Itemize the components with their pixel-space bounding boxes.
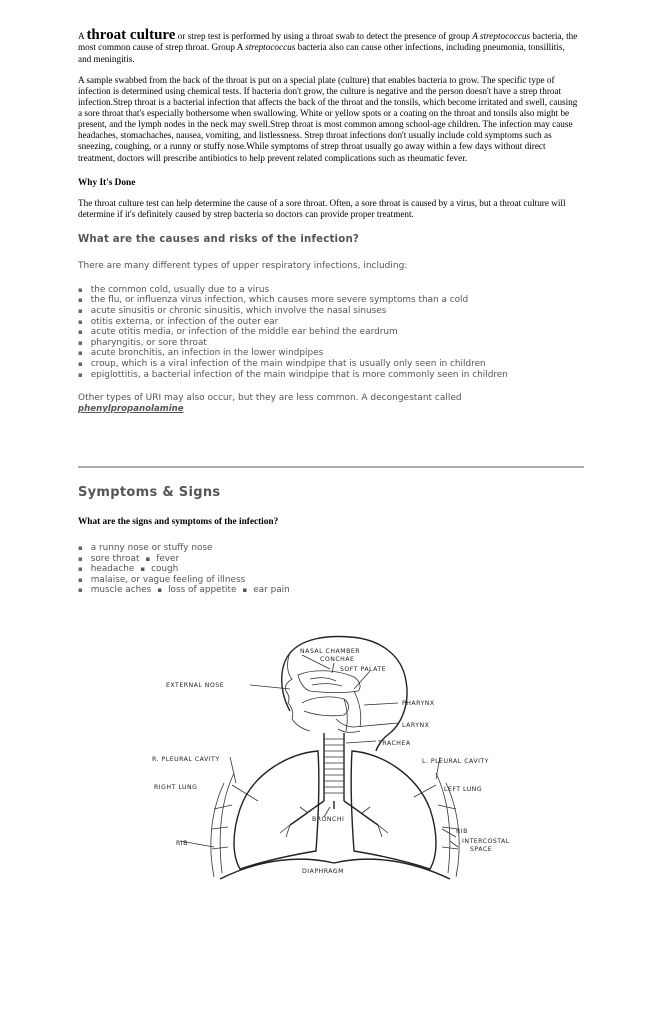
list-item-text: epiglottitis, a bacterial infection of the main windpipe that is more commonly seen in children — [90, 369, 508, 380]
left-lung — [351, 751, 436, 869]
article-body — [78, 27, 578, 414]
bullet-icon: ▪ — [242, 586, 248, 595]
intro-italic-2: streptococcus — [245, 42, 296, 53]
bullet-icon: ▪ — [78, 338, 83, 347]
bullet-icon: ▪ — [78, 575, 83, 584]
causes-heading: What are the causes and risks of the infection? — [78, 233, 360, 245]
intro-text-1: or strep test is performed by using a throat swab to detect the presence of group — [175, 31, 473, 41]
label-pharynx: PHARYNX — [402, 700, 435, 707]
label-l-pleural-cavity: L. PLEURAL CAVITY — [422, 758, 489, 765]
symptom-text: sore throat — [90, 553, 140, 564]
list-item — [78, 564, 290, 575]
label-left-lung: LEFT LUNG — [444, 786, 483, 793]
intro-text-3: bacteria also can cause other infections, including pneumonia, tonsillitis, and meningitis. — [78, 42, 565, 64]
label-bronchi: BRONCHI — [312, 816, 345, 823]
list-item — [78, 306, 578, 317]
list-item-text: acute bronchitis, an infection in the lower windpipes — [90, 348, 324, 359]
intro-italic-1: A streptococcus — [472, 31, 531, 41]
bullet-icon: ▪ — [78, 285, 83, 294]
label-trachea: TRACHEA — [378, 740, 411, 747]
symptom-text: headache — [90, 564, 135, 575]
list-item-text: pharyngitis, or sore throat — [90, 337, 207, 348]
bullet-icon: ▪ — [78, 317, 83, 326]
symptom-text: muscle aches — [90, 585, 152, 596]
bullet-icon: ▪ — [78, 359, 83, 368]
bullet-icon: ▪ — [78, 307, 83, 316]
symptom-text: cough — [151, 564, 179, 575]
label-rib-left: RIB — [176, 840, 188, 847]
list-item — [78, 317, 578, 328]
lead-letter: A — [78, 31, 85, 41]
tongue — [302, 697, 349, 716]
label-diaphragm: DIAPHRAGM — [302, 868, 345, 875]
list-item-text: the flu, or influenza virus infection, which causes more severe symptoms than a cold — [90, 295, 469, 306]
list-item — [78, 543, 290, 554]
causes-intro: There are many different types of upper respiratory infections, including: — [78, 260, 408, 271]
label-rib-right: RIB — [456, 828, 468, 835]
label-r-pleural-cavity: R. PLEURAL CAVITY — [152, 756, 220, 763]
list-item-text: acute sinusitis or chronic sinusitis, which involve the nasal sinuses — [90, 306, 387, 317]
list-item — [78, 554, 290, 565]
other-uri-paragraph — [78, 393, 578, 414]
bullet-icon: ▪ — [145, 554, 151, 563]
nasal-cavity — [298, 671, 360, 693]
symptom-text: malaise, or vague feeling of illness — [90, 574, 246, 585]
intro-paragraph — [78, 27, 578, 65]
symptom-text: loss of appetite — [168, 585, 237, 596]
symptom-text: fever — [156, 553, 180, 564]
list-item — [78, 327, 578, 338]
bullet-icon: ▪ — [140, 565, 146, 574]
trachea-tube — [324, 733, 344, 801]
label-larynx: LARYNX — [402, 722, 430, 729]
pharynx-tube — [344, 691, 361, 731]
list-item-text: the common cold, usually due to a virus — [90, 284, 270, 295]
list-item — [78, 338, 578, 349]
respiratory-system-diagram — [140, 633, 530, 888]
label-conchae: CONCHAE — [320, 656, 355, 663]
label-intercostal: INTERCOSTAL — [462, 838, 510, 845]
bullet-icon: ▪ — [157, 586, 163, 595]
list-item — [78, 575, 290, 586]
symptoms-list — [78, 543, 290, 596]
symptoms-heading: Symptoms & Signs — [78, 485, 221, 500]
list-item — [78, 348, 578, 359]
bullet-icon: ▪ — [78, 370, 83, 379]
bullet-icon: ▪ — [78, 328, 83, 337]
list-item-text: otitis externa, or infection of the outer ear — [90, 316, 279, 327]
sample-paragraph: A sample swabbed from the back of the throat is put on a special plate (culture) that enables bacteria to grow. The specific type of infection is determined using chemical tests. If bacteria don't grow, the culture is negative and the person doesn't have a strep throat infection.Strep throat is a bacterial infection that affects the back of the throat and the tonsils, which become irritated and swell, causing a sore throat that's especially bothersome when swallowing. White or yellow spots or a coating on the throat and tonsils also might be present, and the lymph nodes in the neck may swell.Strep throat is most common among school-age children. The infection may cause headaches, stomachaches, nausea, vomiting, and listlessness. Strep throat infections don't usually include cold symptoms such as sneezing, coughing, or a runny or stuffy nose.While symptoms of strep throat usually go away within a few days without direct treatment, doctors will prescribe antibiotics to help prevent related complications such as rheumatic fever. — [78, 74, 578, 163]
label-intercostal-space: SPACE — [470, 846, 493, 853]
lead-term: throat culture — [86, 27, 176, 43]
section-divider — [78, 466, 584, 468]
trachea-rings — [324, 739, 344, 793]
intro-text-2: bacteria, the most common cause of strep throat. Group A — [78, 31, 578, 53]
label-external-nose: EXTERNAL NOSE — [166, 682, 225, 689]
label-nasal-chamber: NASAL CHAMBER — [300, 648, 361, 655]
bullet-icon: ▪ — [78, 565, 83, 574]
face-profile — [285, 653, 310, 731]
label-right-lung: RIGHT LUNG — [154, 784, 198, 791]
list-item — [78, 370, 578, 381]
list-item — [78, 585, 290, 596]
list-item — [78, 285, 578, 296]
why-paragraph: The throat culture test can help determine the cause of a sore throat. Often, a sore throat is caused by a virus, but a throat culture will determine if it's definitely caused by strep bacteria so doctors can provide proper treatment. — [78, 197, 566, 219]
symptom-text: ear pain — [253, 585, 290, 596]
bullet-icon: ▪ — [78, 349, 83, 358]
bullet-icon: ▪ — [78, 586, 83, 595]
list-item-text: croup, which is a viral infection of the main windpipe that is usually only seen in children — [90, 358, 486, 369]
other-uri-text: Other types of URI may also occur, but they are less common. A decongestant called — [78, 393, 462, 404]
symptoms-question: What are the signs and symptoms of the infection? — [78, 517, 279, 527]
right-lung — [234, 751, 319, 869]
list-item-text: acute otitis media, or infection of the middle ear behind the eardrum — [90, 327, 398, 338]
bullet-icon: ▪ — [78, 554, 83, 563]
label-soft-palate: SOFT PALATE — [340, 666, 387, 673]
list-item — [78, 359, 578, 370]
conchae-lines — [310, 678, 342, 686]
uri-list — [78, 285, 578, 380]
symptom-text: a runny nose or stuffy nose — [90, 543, 213, 553]
rib-cage-left — [211, 773, 234, 877]
why-heading: Why It's Done — [78, 177, 136, 188]
bullet-icon: ▪ — [78, 296, 83, 305]
larynx-shape — [336, 719, 360, 732]
list-item — [78, 295, 578, 306]
bullet-icon: ▪ — [78, 544, 83, 552]
phenylpropanolamine-link[interactable]: phenylpropanolamine — [78, 403, 184, 414]
rib-lines — [212, 805, 458, 849]
